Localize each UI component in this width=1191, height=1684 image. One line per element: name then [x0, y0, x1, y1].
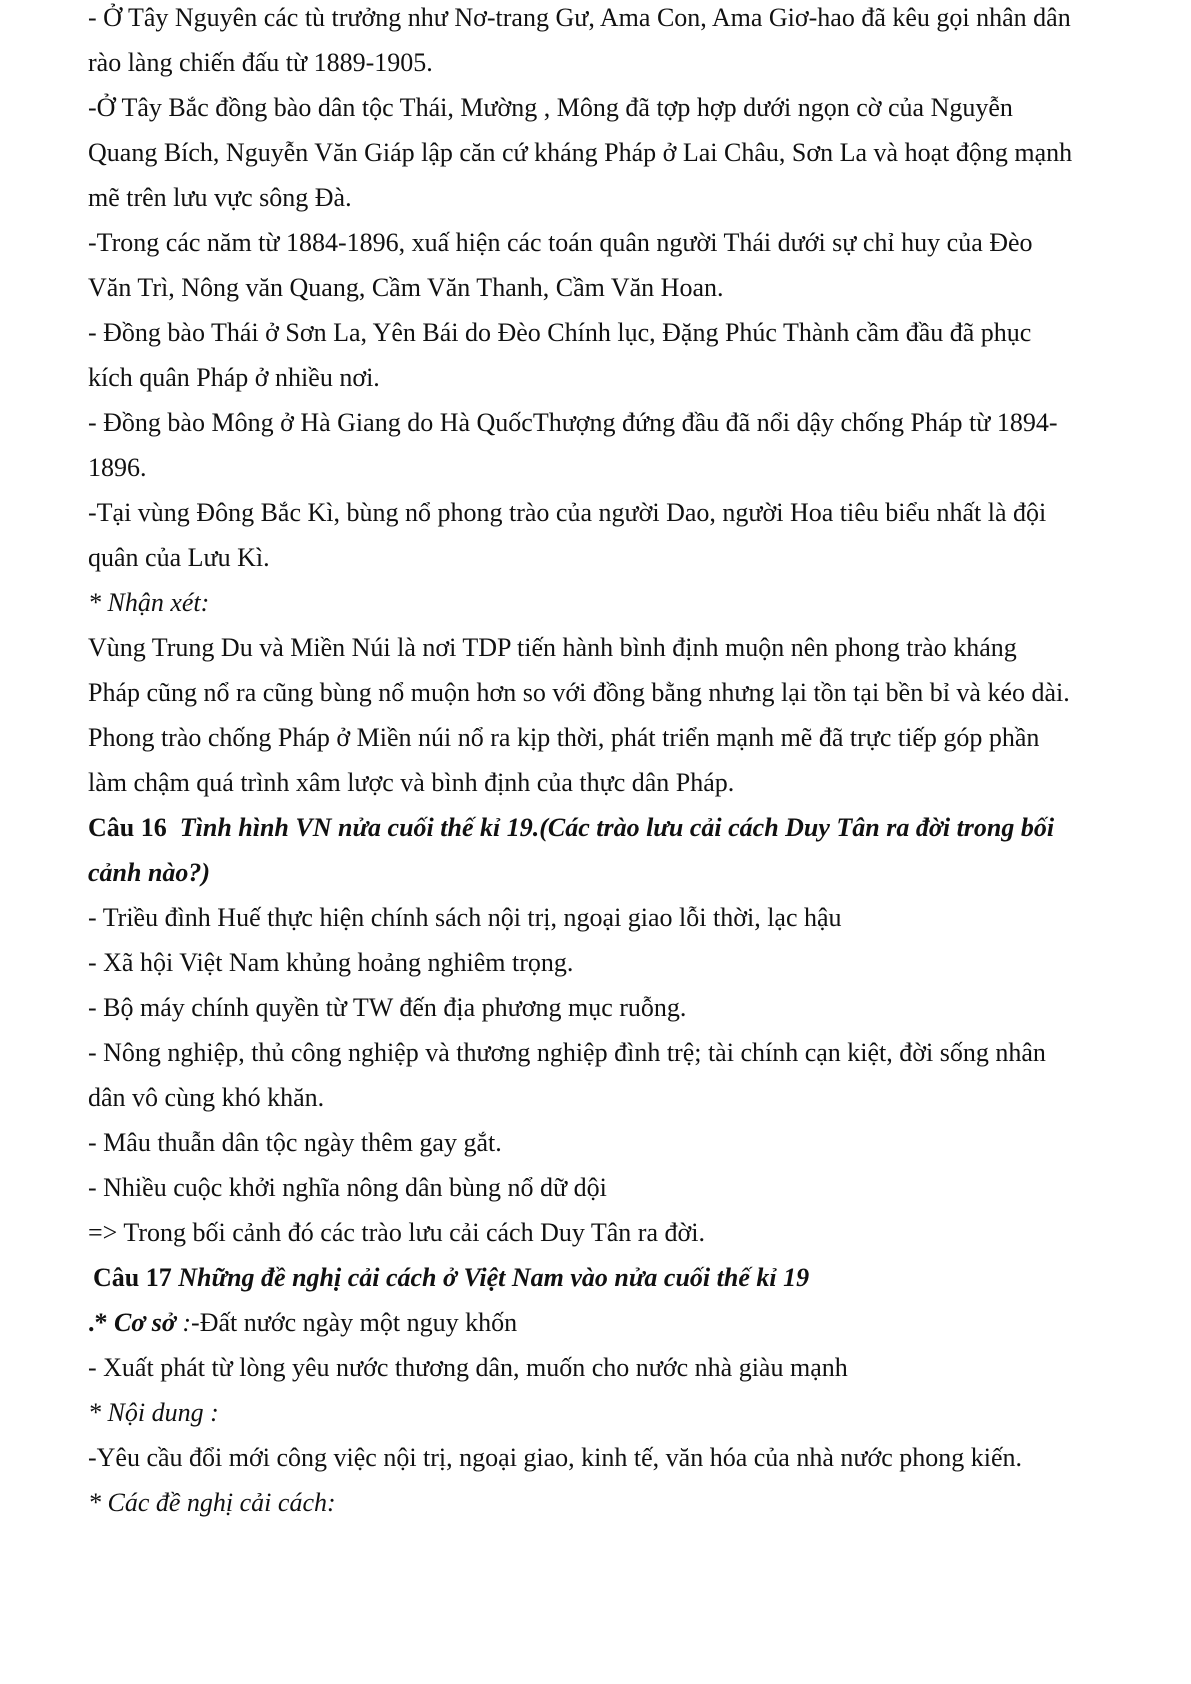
- text-line: => Trong bối cảnh đó các trào lưu cải cách Duy Tân ra đời.: [88, 1218, 705, 1247]
- text-line: -Ở Tây Bắc đồng bào dân tộc Thái, Mường , Mông đã tợp hợp dưới ngọn cờ của Nguyễn: [88, 93, 1013, 122]
- text-line: Quang Bích, Nguyễn Văn Giáp lập căn cứ kháng Pháp ở Lai Châu, Sơn La và hoạt động mạnh: [88, 138, 1073, 167]
- text-line: - Nhiều cuộc khởi nghĩa nông dân bùng nổ dữ dội: [88, 1173, 607, 1202]
- remark-label: * Nhận xét:: [88, 588, 210, 617]
- basis-prefix: .*: [88, 1308, 114, 1337]
- text-line: - Xuất phát từ lòng yêu nước thương dân, muốn cho nước nhà giàu mạnh: [88, 1353, 848, 1382]
- text-line: - Nông nghiệp, thủ công nghiệp và thương nghiệp đình trệ; tài chính cạn kiệt, đời sống nhân: [88, 1038, 1046, 1067]
- text-line: - Triều đình Huế thực hiện chính sách nội trị, ngoại giao lỗi thời, lạc hậu: [88, 903, 842, 932]
- text-line: - Đồng bào Thái ở Sơn La, Yên Bái do Đèo Chính lục, Đặng Phúc Thành cầm đầu đã phục: [88, 318, 1032, 347]
- basis-text: -Đất nước ngày một nguy khốn: [191, 1308, 518, 1337]
- basis-colon: :: [175, 1308, 192, 1337]
- question-17-title: Những đề nghị cải cách ở Việt Nam vào nửa cuối thế kỉ 19: [178, 1263, 810, 1292]
- remark-line: Vùng Trung Du và Miền Núi là nơi TDP tiến hành bình định muộn nên phong trào kháng: [88, 633, 1017, 662]
- text-line: rào làng chiến đấu từ 1889-1905.: [88, 48, 433, 77]
- question-16-title-cont: cảnh nào?): [88, 858, 211, 887]
- question-16-title: Tình hình VN nửa cuối thế kỉ 19.(Các trào lưu cải cách Duy Tân ra đời trong bối: [179, 813, 1055, 842]
- text-line: 1896.: [88, 453, 147, 482]
- question-17-heading: [93, 1253, 809, 1302]
- text-line: kích quân Pháp ở nhiều nơi.: [88, 363, 380, 392]
- text-line: mẽ trên lưu vực sông Đà.: [88, 183, 352, 212]
- text-line: - Bộ máy chính quyền từ TW đến địa phương mục ruỗng.: [88, 993, 687, 1022]
- text-line: -Trong các năm từ 1884-1896, xuấ hiện các toán quân người Thái dưới sự chỉ huy của Đèo: [88, 228, 1033, 257]
- content-label: * Nội dung :: [88, 1398, 219, 1427]
- question-17-number: Câu 17: [93, 1263, 172, 1292]
- text-line: - Đồng bào Mông ở Hà Giang do Hà QuốcThượng đứng đầu đã nổi dậy chống Pháp từ 1894-: [88, 408, 1058, 437]
- remark-line: Phong trào chống Pháp ở Miền núi nổ ra kịp thời, phát triển mạnh mẽ đã trực tiếp góp phần: [88, 723, 1040, 752]
- text-line: - Mâu thuẫn dân tộc ngày thêm gay gắt.: [88, 1128, 502, 1157]
- text-line: - Ở Tây Nguyên các tù trưởng như Nơ-trang Gư, Ama Con, Ama Giơ-hao đã kêu gọi nhân dân: [88, 3, 1071, 32]
- remark-line: làm chậm quá trình xâm lược và bình định của thực dân Pháp.: [88, 768, 735, 797]
- text-line: -Tại vùng Đông Bắc Kì, bùng nổ phong trào của người Dao, người Hoa tiêu biểu nhất là đội: [88, 498, 1047, 527]
- text-line: - Xã hội Việt Nam khủng hoảng nghiêm trọng.: [88, 948, 574, 977]
- basis-line: [88, 1298, 517, 1347]
- question-16-number: Câu 16: [88, 813, 167, 842]
- text-line: dân vô cùng khó khăn.: [88, 1083, 325, 1112]
- text-line: quân của Lưu Kì.: [88, 543, 270, 572]
- question-16-heading: [88, 803, 1054, 852]
- text-line: -Yêu cầu đổi mới công việc nội trị, ngoại giao, kinh tế, văn hóa của nhà nước phong kiến.: [88, 1443, 1023, 1472]
- text-line: Văn Trì, Nông văn Quang, Cầm Văn Thanh, Cầm Văn Hoan.: [88, 273, 724, 302]
- proposals-label: * Các đề nghị cải cách:: [88, 1488, 336, 1517]
- basis-label: Cơ sở: [114, 1308, 176, 1337]
- remark-line: Pháp cũng nổ ra cũng bùng nổ muộn hơn so với đồng bằng nhưng lại tồn tại bền bỉ và kéo dài.: [88, 678, 1070, 707]
